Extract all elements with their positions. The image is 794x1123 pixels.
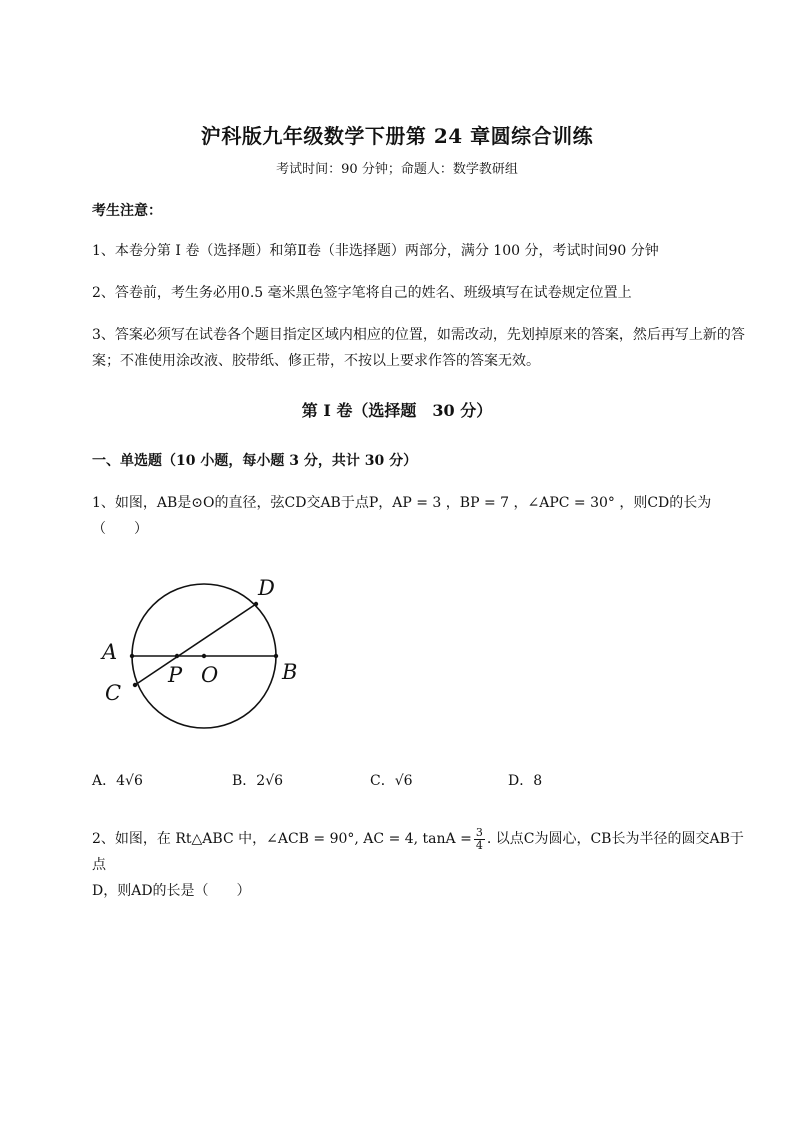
chord-cd (135, 604, 256, 685)
question-2 (92, 826, 752, 904)
point-o (202, 654, 206, 658)
question-2-stem-post: . 以点C为圆心，CB长为半径的圆交AB于点 (92, 831, 744, 873)
option-c[interactable]: C．√6 (370, 773, 413, 789)
notice-item-1: 1、本卷分第 I 卷（选择题）和第Ⅱ卷（非选择题）两部分，满分 100 分，考试时间90 分钟 (92, 243, 659, 259)
point-p (175, 654, 179, 658)
point-d (254, 602, 258, 606)
point-b (274, 654, 278, 658)
question-1-blank: （ ） (92, 521, 148, 537)
notice-item-2: 2、答卷前，考生务必用0.5 毫米黑色签字笔将自己的姓名、班级填写在试卷规定位置上 (92, 285, 632, 301)
page-title: 沪科版九年级数学下册第 24 章圆综合训练 (200, 124, 594, 148)
tan-fraction (474, 827, 485, 852)
option-b[interactable]: B．2√6 (232, 773, 284, 789)
notice-heading: 考生注意： (92, 203, 162, 219)
label-a: A (102, 640, 118, 664)
option-d[interactable]: D．8 (508, 773, 543, 789)
circle-figure (96, 568, 316, 738)
fraction-denominator: 4 (475, 838, 483, 852)
label-o: O (201, 663, 219, 687)
section-title: 第 I 卷（选择题 30 分） (301, 401, 493, 420)
label-d: D (258, 576, 275, 600)
page-subtitle: 考试时间：90 分钟；命题人：数学教研组 (276, 162, 518, 177)
label-b: B (282, 660, 298, 684)
part-title: 一、单选题（10 小题，每小题 3 分，共计 30 分） (92, 453, 418, 469)
question-2-stem-pre: 2、如图，在 Rt△ABC 中，∠ACB = 90°, AC = 4, tanA = (92, 831, 472, 847)
option-a[interactable]: A．4√6 (92, 773, 143, 789)
label-p: P (168, 663, 183, 687)
question-1-options (92, 770, 752, 796)
point-c (133, 683, 137, 687)
point-a (130, 654, 134, 658)
question-1-stem: 1、如图，AB是⊙O的直径，弦CD交AB于点P，AP = 3 ，BP = 7 ，∠APC = 30° ，则CD的长为 (92, 495, 712, 511)
fraction-numerator: 3 (475, 825, 483, 839)
question-1 (92, 490, 752, 542)
notice-item-3: 3、答案必须写在试卷各个题目指定区域内相应的位置，如需改动，先划掉原来的答案，然后再写上新的答案；不准使用涂改液、胶带纸、修正带，不按以上要求作答的答案无效。 (92, 327, 745, 369)
question-2-stem-line2: D，则AD的长是（ ） (92, 883, 251, 899)
label-c: C (105, 681, 122, 705)
